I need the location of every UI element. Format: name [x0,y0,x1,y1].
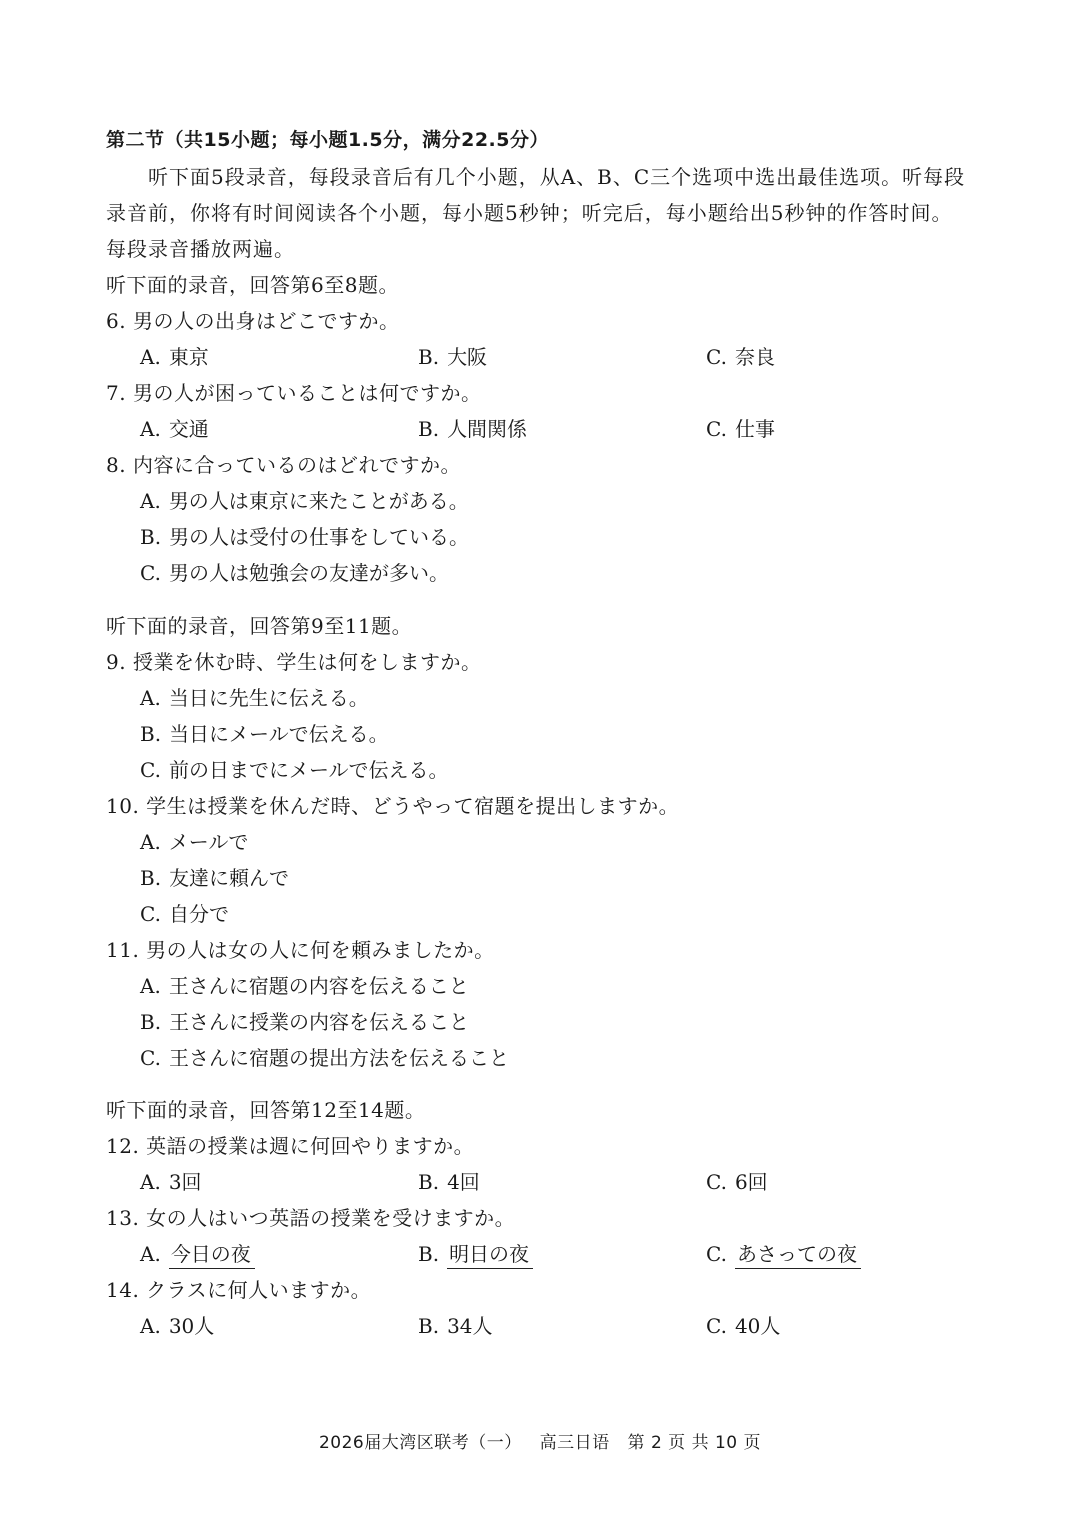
question-text: 授業を休む時、学生は何をしますか。 [132,650,482,674]
option-b: B. 大阪 [418,345,488,369]
option-c: C. 40人 [706,1314,781,1338]
option-c: C. 奈良 [706,345,775,369]
footer-page-number: 第 2 页 共 10 页 [627,1433,762,1453]
group-prompt: 听下面的录音，回答第12至14题。 [106,1098,426,1122]
question-number: 7. [106,381,127,405]
question-number: 13. [106,1206,140,1230]
group-prompt: 听下面的录音，回答第9至11题。 [106,614,413,638]
question-9 [106,650,481,674]
question-10 [106,794,679,818]
underlined-text: あさっての夜 [735,1242,861,1269]
question-number: 11. [106,938,140,962]
option-c: C. 前の日までにメールで伝える。 [140,758,449,782]
question-number: 9. [106,650,127,674]
option-b: B. 4回 [418,1170,480,1194]
question-14 [106,1278,371,1302]
option-a: A. 当日に先生に伝える。 [140,686,369,710]
option-a: A. 男の人は東京に来たことがある。 [140,489,469,513]
underlined-text: 明日の夜 [447,1242,533,1269]
question-text: クラスに何人いますか。 [146,1278,372,1302]
page-footer [0,1428,1080,1453]
instructions-line-1: 听下面5段录音，每段录音后有几个小题，从A、B、C三个选项中选出最佳选项。听每段 [148,165,966,189]
option-a: A. メールで [140,830,249,854]
question-13 [106,1206,515,1230]
question-6 [106,309,399,333]
question-11 [106,938,495,962]
option-b: B. 友達に頼んで [140,866,290,890]
question-number: 14. [106,1278,140,1302]
option-a: A. 交通 [140,417,209,441]
option-a: A. 東京 [140,345,209,369]
question-7 [106,381,481,405]
option-b: B. 男の人は受付の仕事をしている。 [140,525,470,549]
option-c: C. 男の人は勉強会の友達が多い。 [140,561,449,585]
question-text: 英語の授業は週に何回やりますか。 [146,1134,475,1158]
question-text: 学生は授業を休んだ時、どうやって宿題を提出しますか。 [146,794,680,818]
option-a: A. 王さんに宿題の内容を伝えること [140,974,469,998]
option-c: C. あさっての夜 [706,1242,861,1266]
question-8 [106,453,461,477]
option-c: C. 仕事 [706,417,775,441]
question-text: 男の人は女の人に何を頼みましたか。 [146,938,495,962]
group-prompt: 听下面的录音，回答第6至8题。 [106,273,399,297]
question-number: 10. [106,794,140,818]
question-text: 男の人の出身はどこですか。 [132,309,400,333]
question-text: 内容に合っているのはどれですか。 [132,453,461,477]
instructions-line-2: 录音前，你将有时间阅读各个小题，每小题5秒钟；听完后，每小题给出5秒钟的作答时间。 [106,201,953,225]
question-number: 6. [106,309,127,333]
option-a: A. 30人 [140,1314,215,1338]
option-c: C. 自分で [140,902,229,926]
option-b: B. 34人 [418,1314,493,1338]
question-text: 女の人はいつ英語の授業を受けますか。 [146,1206,516,1230]
option-b: B. 当日にメールで伝える。 [140,722,389,746]
option-c: C. 6回 [706,1170,768,1194]
question-number: 8. [106,453,127,477]
underlined-text: 今日の夜 [169,1242,255,1269]
question-12 [106,1134,474,1158]
instructions-line-3: 每段录音播放两遍。 [106,237,295,261]
option-b: B. 人間関係 [418,417,528,441]
option-b: B. 王さんに授業の内容を伝えること [140,1010,470,1034]
question-text: 男の人が困っていることは何ですか。 [132,381,482,405]
option-b: B. 明日の夜 [418,1242,533,1266]
option-a: A. 今日の夜 [140,1242,255,1266]
option-c: C. 王さんに宿題の提出方法を伝えること [140,1046,509,1070]
question-number: 12. [106,1134,140,1158]
section-title: 第二节（共15小题；每小题1.5分，满分22.5分） [106,129,549,151]
option-a: A. 3回 [140,1170,202,1194]
footer-exam: 2026届大湾区联考（一） [318,1433,522,1453]
footer-subject: 高三日语 [539,1433,610,1453]
